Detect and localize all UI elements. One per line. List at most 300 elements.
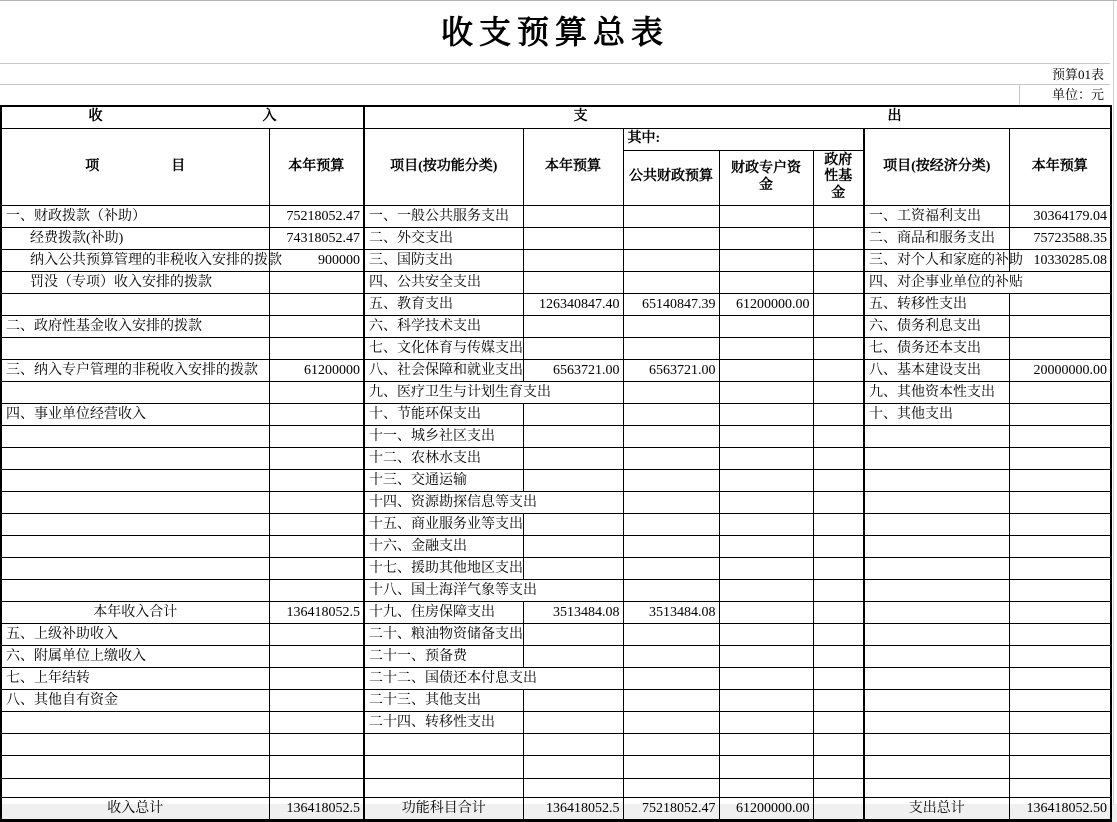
table-cell[interactable]: 五、上级补助收入	[1, 623, 269, 645]
table-cell[interactable]	[1, 778, 269, 797]
table-cell[interactable]	[813, 469, 864, 491]
table-cell[interactable]	[813, 425, 864, 447]
table-cell[interactable]	[1009, 623, 1111, 645]
unit-label-row	[0, 85, 1110, 105]
table-cell[interactable]	[719, 491, 813, 513]
table-cell[interactable]	[623, 755, 719, 778]
table-cell[interactable]	[813, 205, 864, 227]
table-cell[interactable]	[1009, 535, 1111, 557]
table-cell[interactable]	[719, 359, 813, 381]
section-header-expense-char: 支	[573, 109, 588, 125]
table-cell[interactable]	[864, 667, 1009, 689]
table-cell[interactable]	[269, 271, 364, 293]
table-cell[interactable]	[269, 293, 364, 315]
table-row	[1, 315, 1111, 337]
table-cell[interactable]	[813, 557, 864, 579]
table-cell[interactable]: 一、工资福利支出	[864, 205, 1009, 227]
table-cell[interactable]	[623, 491, 719, 513]
table-cell[interactable]	[523, 469, 623, 491]
table-cell[interactable]	[813, 667, 864, 689]
table-cell[interactable]	[269, 645, 364, 667]
table-cell[interactable]	[1, 513, 269, 535]
table-cell[interactable]: 九、医疗卫生与计划生育支出	[364, 381, 623, 403]
column-header-income-budget[interactable]: 本年预算	[269, 128, 364, 205]
table-cell[interactable]: 10330285.08	[1009, 249, 1111, 271]
table-cell[interactable]	[1, 425, 269, 447]
table-cell[interactable]	[523, 403, 623, 425]
table-row	[1, 249, 1111, 271]
table-cell[interactable]: 十五、商业服务业等支出	[364, 513, 523, 535]
table-cell[interactable]: 75218052.47	[269, 205, 364, 227]
table-cell[interactable]: 20000000.00	[1009, 359, 1111, 381]
table-cell[interactable]: 八、社会保障和就业支出	[364, 359, 523, 381]
table-cell[interactable]	[813, 403, 864, 425]
table-cell[interactable]: 罚没（专项）收入安排的拨款	[1, 271, 269, 293]
table-cell[interactable]	[269, 755, 364, 778]
table-cell[interactable]	[269, 579, 364, 601]
table-cell[interactable]	[1, 337, 269, 359]
table-cell[interactable]	[719, 227, 813, 249]
table-cell[interactable]	[813, 293, 864, 315]
table-cell[interactable]	[813, 579, 864, 601]
table-cell[interactable]: 6563721.00	[523, 359, 623, 381]
table-cell[interactable]	[813, 755, 864, 778]
table-cell[interactable]	[269, 337, 364, 359]
page-title: 收支预算总表	[440, 14, 669, 50]
table-cell[interactable]	[269, 447, 364, 469]
table-cell[interactable]: 一、一般公共服务支出	[364, 205, 523, 227]
table-cell[interactable]: 900000	[269, 249, 364, 271]
table-cell[interactable]	[864, 711, 1009, 733]
table-row	[1, 557, 1111, 579]
table-cell[interactable]	[813, 623, 864, 645]
table-cell[interactable]	[1009, 381, 1111, 403]
column-header-func-budget[interactable]: 本年预算	[523, 128, 623, 205]
section-header-income[interactable]	[1, 106, 364, 128]
table-cell[interactable]	[623, 205, 719, 227]
table-cell[interactable]	[864, 689, 1009, 711]
table-row	[1, 623, 1111, 645]
table-cell[interactable]	[1009, 315, 1111, 337]
table-cell[interactable]: 136418052.5	[269, 797, 364, 820]
table-cell[interactable]	[864, 778, 1009, 797]
section-header-expense[interactable]	[364, 106, 1111, 128]
table-row	[1, 535, 1111, 557]
table-cell[interactable]: 二、政府性基金收入安排的拨款	[1, 315, 269, 337]
table-cell[interactable]	[719, 689, 813, 711]
table-cell[interactable]	[813, 271, 864, 293]
table-cell[interactable]: 二十二、国债还本付息支出	[364, 667, 623, 689]
table-row	[1, 601, 1111, 623]
unit-label: 单位：元	[1019, 85, 1110, 105]
table-row	[1, 797, 1111, 820]
table-cell[interactable]	[813, 513, 864, 535]
table-cell[interactable]	[719, 601, 813, 623]
table-cell[interactable]	[813, 797, 864, 820]
table-cell[interactable]	[523, 711, 623, 733]
table-cell[interactable]: 十二、农林水支出	[364, 447, 523, 469]
table-cell[interactable]	[269, 667, 364, 689]
table-cell[interactable]	[523, 271, 623, 293]
table-cell[interactable]	[719, 513, 813, 535]
table-cell[interactable]	[523, 689, 623, 711]
table-cell[interactable]	[719, 337, 813, 359]
table-cell[interactable]	[523, 778, 623, 797]
table-cell[interactable]	[269, 381, 364, 403]
table-cell[interactable]	[523, 425, 623, 447]
table-cell[interactable]	[1009, 667, 1111, 689]
table-cell[interactable]: 75218052.47	[623, 797, 719, 820]
table-cell[interactable]	[1009, 711, 1111, 733]
table-cell[interactable]: 八、基本建设支出	[864, 359, 1009, 381]
table-cell[interactable]: 二十一、预备费	[364, 645, 523, 667]
table-cell[interactable]	[623, 513, 719, 535]
table-row	[1, 205, 1111, 227]
table-cell[interactable]: 二十、粮油物资储备支出	[364, 623, 523, 645]
table-cell[interactable]: 十四、资源勘探信息等支出	[364, 491, 623, 513]
table-cell[interactable]: 136418052.50	[1009, 797, 1111, 820]
budget-table	[0, 105, 1112, 822]
table-cell[interactable]: 75723588.35	[1009, 227, 1111, 249]
table-cell[interactable]	[623, 403, 719, 425]
table-cell[interactable]: 十九、住房保障支出	[364, 601, 523, 623]
section-header-expense-char: 出	[887, 109, 902, 125]
table-cell[interactable]: 八、其他自有资金	[1, 689, 269, 711]
table-cell[interactable]	[864, 535, 1009, 557]
table-header	[1, 106, 1111, 205]
table-cell[interactable]	[719, 579, 813, 601]
table-row	[1, 645, 1111, 667]
table-cell[interactable]	[813, 733, 864, 755]
table-cell[interactable]	[864, 469, 1009, 491]
table-cell[interactable]	[523, 249, 623, 271]
table-cell[interactable]	[269, 425, 364, 447]
table-cell[interactable]	[1, 381, 269, 403]
table-cell[interactable]: 纳入公共预算管理的非税收入安排的拨款	[1, 249, 269, 271]
table-cell[interactable]: 一、财政拨款（补助）	[1, 205, 269, 227]
table-cell[interactable]: 十、其他支出	[864, 403, 1009, 425]
table-row	[1, 711, 1111, 733]
table-cell[interactable]	[1009, 733, 1111, 755]
table-cell[interactable]	[719, 667, 813, 689]
table-cell[interactable]	[269, 733, 364, 755]
column-header-special-fund[interactable]: 财政专户资金	[719, 150, 813, 205]
table-cell[interactable]: 收入总计	[1, 797, 269, 820]
table-cell[interactable]: 3513484.08	[523, 601, 623, 623]
table-cell[interactable]	[864, 755, 1009, 778]
table-cell[interactable]	[523, 645, 623, 667]
table-cell[interactable]: 十七、援助其他地区支出	[364, 557, 523, 579]
table-cell[interactable]	[523, 205, 623, 227]
table-cell[interactable]	[364, 733, 523, 755]
table-cell[interactable]: 136418052.5	[523, 797, 623, 820]
table-cell[interactable]	[719, 447, 813, 469]
table-cell[interactable]: 十八、国土海洋气象等支出	[364, 579, 623, 601]
table-cell[interactable]	[523, 513, 623, 535]
table-cell[interactable]	[623, 557, 719, 579]
table-cell[interactable]	[1, 557, 269, 579]
table-cell[interactable]	[1009, 557, 1111, 579]
table-cell[interactable]: 四、事业单位经营收入	[1, 403, 269, 425]
table-cell[interactable]: 61200000.00	[719, 797, 813, 820]
table-cell[interactable]	[623, 425, 719, 447]
table-cell[interactable]	[1009, 491, 1111, 513]
table-cell[interactable]	[1, 491, 269, 513]
column-header-econ-budget[interactable]: 本年预算	[1009, 128, 1111, 205]
table-cell[interactable]	[719, 205, 813, 227]
table-cell[interactable]	[719, 403, 813, 425]
table-cell[interactable]: 四、公共安全支出	[364, 271, 523, 293]
table-cell[interactable]: 十三、交通运输	[364, 469, 523, 491]
table-cell[interactable]	[813, 381, 864, 403]
table-cell[interactable]: 三、对个人和家庭的补助	[864, 249, 1009, 271]
table-cell[interactable]: 五、转移性支出	[864, 293, 1009, 315]
table-cell[interactable]	[623, 227, 719, 249]
table-cell[interactable]: 二十三、其他支出	[364, 689, 523, 711]
table-cell[interactable]: 五、教育支出	[364, 293, 523, 315]
table-cell[interactable]	[813, 711, 864, 733]
table-cell[interactable]	[523, 315, 623, 337]
table-cell[interactable]	[623, 447, 719, 469]
table-cell[interactable]	[523, 623, 623, 645]
table-row	[1, 293, 1111, 315]
table-cell[interactable]	[623, 733, 719, 755]
table-cell[interactable]: 七、文化体育与传媒支出	[364, 337, 523, 359]
table-cell[interactable]	[719, 623, 813, 645]
header-row-columns	[1, 128, 1111, 150]
table-cell[interactable]: 61200000	[269, 359, 364, 381]
table-cell[interactable]	[523, 535, 623, 557]
table-row	[1, 491, 1111, 513]
table-cell[interactable]	[269, 623, 364, 645]
column-header-item-char: 项	[85, 158, 100, 174]
column-header-gov-fund[interactable]: 政府性基金	[813, 150, 864, 205]
table-cell[interactable]	[623, 337, 719, 359]
column-header-econ-item[interactable]: 项目(按经济分类)	[864, 128, 1009, 205]
table-cell[interactable]: 二、商品和服务支出	[864, 227, 1009, 249]
table-cell[interactable]	[864, 557, 1009, 579]
table-cell[interactable]	[719, 778, 813, 797]
table-cell[interactable]	[623, 579, 719, 601]
table-cell[interactable]	[1, 535, 269, 557]
table-cell[interactable]	[813, 689, 864, 711]
table-row	[1, 403, 1111, 425]
table-cell[interactable]	[864, 645, 1009, 667]
table-cell[interactable]	[719, 645, 813, 667]
table-cell[interactable]	[864, 425, 1009, 447]
table-cell[interactable]	[269, 513, 364, 535]
column-header-item-char: 目	[171, 158, 186, 174]
table-row	[1, 227, 1111, 249]
table-cell[interactable]: 三、纳入专户管理的非税收入安排的拨款	[1, 359, 269, 381]
table-cell[interactable]: 136418052.5	[269, 601, 364, 623]
table-cell[interactable]	[523, 755, 623, 778]
table-cell[interactable]	[719, 557, 813, 579]
table-cell[interactable]: 三、国防支出	[364, 249, 523, 271]
table-cell[interactable]	[813, 337, 864, 359]
table-cell[interactable]	[719, 535, 813, 557]
table-row	[1, 381, 1111, 403]
table-cell[interactable]	[1009, 601, 1111, 623]
table-cell[interactable]	[523, 337, 623, 359]
table-cell[interactable]	[1, 733, 269, 755]
table-cell[interactable]	[1009, 293, 1111, 315]
table-cell[interactable]	[813, 447, 864, 469]
table-cell[interactable]	[364, 755, 523, 778]
table-cell[interactable]: 65140847.39	[623, 293, 719, 315]
table-cell[interactable]: 十六、金融支出	[364, 535, 523, 557]
table-cell[interactable]	[1, 293, 269, 315]
table-cell[interactable]: 六、科学技术支出	[364, 315, 523, 337]
table-cell[interactable]	[269, 469, 364, 491]
table-cell[interactable]	[623, 315, 719, 337]
table-cell[interactable]	[719, 469, 813, 491]
table-cell[interactable]: 二、外交支出	[364, 227, 523, 249]
table-cell[interactable]	[864, 733, 1009, 755]
table-cell[interactable]: 七、上年结转	[1, 667, 269, 689]
column-header-among[interactable]: 其中:	[623, 128, 864, 150]
table-cell[interactable]: 九、其他资本性支出	[864, 381, 1009, 403]
table-cell[interactable]	[1, 755, 269, 778]
section-header-income-char: 收	[88, 109, 103, 125]
table-cell[interactable]: 二十四、转移性支出	[364, 711, 523, 733]
table-cell[interactable]: 六、附属单位上缴收入	[1, 645, 269, 667]
table-cell[interactable]	[1, 579, 269, 601]
table-cell[interactable]: 六、债务利息支出	[864, 315, 1009, 337]
table-cell[interactable]	[623, 381, 719, 403]
table-cell[interactable]	[1009, 425, 1111, 447]
table-cell[interactable]	[813, 315, 864, 337]
table-cell[interactable]: 功能科目合计	[364, 797, 523, 820]
table-cell[interactable]	[623, 689, 719, 711]
column-header-func-item[interactable]: 项目(按功能分类)	[364, 128, 523, 205]
table-cell[interactable]	[523, 227, 623, 249]
table-cell[interactable]	[813, 227, 864, 249]
table-cell[interactable]	[269, 778, 364, 797]
table-cell[interactable]: 3513484.08	[623, 601, 719, 623]
table-row	[1, 689, 1111, 711]
table-cell[interactable]: 支出总计	[864, 797, 1009, 820]
table-cell[interactable]	[1009, 337, 1111, 359]
table-cell[interactable]	[623, 667, 719, 689]
header-row-sections	[1, 106, 1111, 128]
table-cell[interactable]	[1009, 513, 1111, 535]
table-row	[1, 469, 1111, 491]
table-cell[interactable]	[1009, 469, 1111, 491]
table-cell[interactable]	[813, 491, 864, 513]
table-cell[interactable]	[719, 271, 813, 293]
table-row	[1, 778, 1111, 797]
table-cell[interactable]	[364, 778, 523, 797]
table-cell[interactable]	[1009, 579, 1111, 601]
table-cell[interactable]	[1, 447, 269, 469]
table-cell[interactable]: 61200000.00	[719, 293, 813, 315]
table-cell[interactable]	[523, 733, 623, 755]
table-cell[interactable]	[269, 711, 364, 733]
table-cell[interactable]	[623, 469, 719, 491]
table-row	[1, 755, 1111, 778]
table-cell[interactable]	[864, 601, 1009, 623]
table-row	[1, 359, 1111, 381]
table-cell[interactable]	[269, 403, 364, 425]
table-cell[interactable]	[864, 623, 1009, 645]
table-cell[interactable]	[719, 755, 813, 778]
table-cell[interactable]: 十一、城乡社区支出	[364, 425, 523, 447]
table-cell[interactable]	[1009, 778, 1111, 797]
table-cell[interactable]	[1, 711, 269, 733]
table-cell[interactable]: 6563721.00	[623, 359, 719, 381]
table-row	[1, 425, 1111, 447]
table-cell[interactable]	[719, 249, 813, 271]
table-cell[interactable]	[523, 557, 623, 579]
table-cell[interactable]	[623, 711, 719, 733]
table-cell[interactable]	[813, 359, 864, 381]
table-cell[interactable]	[719, 315, 813, 337]
table-cell[interactable]	[719, 733, 813, 755]
table-cell[interactable]: 七、债务还本支出	[864, 337, 1009, 359]
table-row	[1, 733, 1111, 755]
table-cell[interactable]	[864, 491, 1009, 513]
table-cell[interactable]	[1009, 689, 1111, 711]
table-row	[1, 667, 1111, 689]
table-cell[interactable]: 74318052.47	[269, 227, 364, 249]
column-header-income-item[interactable]	[1, 128, 269, 205]
table-cell[interactable]: 126340847.40	[523, 293, 623, 315]
page-edge-gridline	[1113, 1, 1114, 805]
table-cell[interactable]: 十、节能环保支出	[364, 403, 523, 425]
table-row	[1, 513, 1111, 535]
table-cell[interactable]	[864, 513, 1009, 535]
table-cell[interactable]	[623, 778, 719, 797]
table-cell[interactable]	[269, 491, 364, 513]
table-cell[interactable]	[813, 535, 864, 557]
table-cell[interactable]: 四、对企事业单位的补贴	[864, 271, 1111, 293]
table-cell[interactable]	[719, 711, 813, 733]
table-cell[interactable]	[1009, 447, 1111, 469]
table-cell[interactable]	[1009, 645, 1111, 667]
table-cell[interactable]	[813, 249, 864, 271]
table-cell[interactable]	[813, 645, 864, 667]
table-cell[interactable]	[1, 469, 269, 491]
table-cell[interactable]: 经费拨款(补助)	[1, 227, 269, 249]
table-cell[interactable]	[623, 623, 719, 645]
table-cell[interactable]	[623, 249, 719, 271]
table-cell[interactable]	[719, 425, 813, 447]
table-cell[interactable]: 30364179.04	[1009, 205, 1111, 227]
table-cell[interactable]	[269, 535, 364, 557]
table-row	[1, 447, 1111, 469]
table-cell[interactable]	[813, 778, 864, 797]
column-header-public-budget[interactable]: 公共财政预算	[623, 150, 719, 205]
table-cell[interactable]	[623, 535, 719, 557]
table-cell[interactable]	[269, 557, 364, 579]
table-cell[interactable]	[1009, 755, 1111, 778]
table-body	[1, 205, 1111, 820]
table-cell[interactable]	[1009, 403, 1111, 425]
table-cell[interactable]: 本年收入合计	[1, 601, 269, 623]
table-cell[interactable]	[523, 447, 623, 469]
table-cell[interactable]	[623, 271, 719, 293]
table-cell[interactable]	[623, 645, 719, 667]
table-cell[interactable]	[719, 381, 813, 403]
table-cell[interactable]	[269, 689, 364, 711]
table-cell[interactable]	[864, 447, 1009, 469]
table-cell[interactable]	[269, 315, 364, 337]
table-row	[1, 579, 1111, 601]
table-cell[interactable]	[864, 579, 1009, 601]
table-cell[interactable]	[813, 601, 864, 623]
table-row	[1, 271, 1111, 293]
